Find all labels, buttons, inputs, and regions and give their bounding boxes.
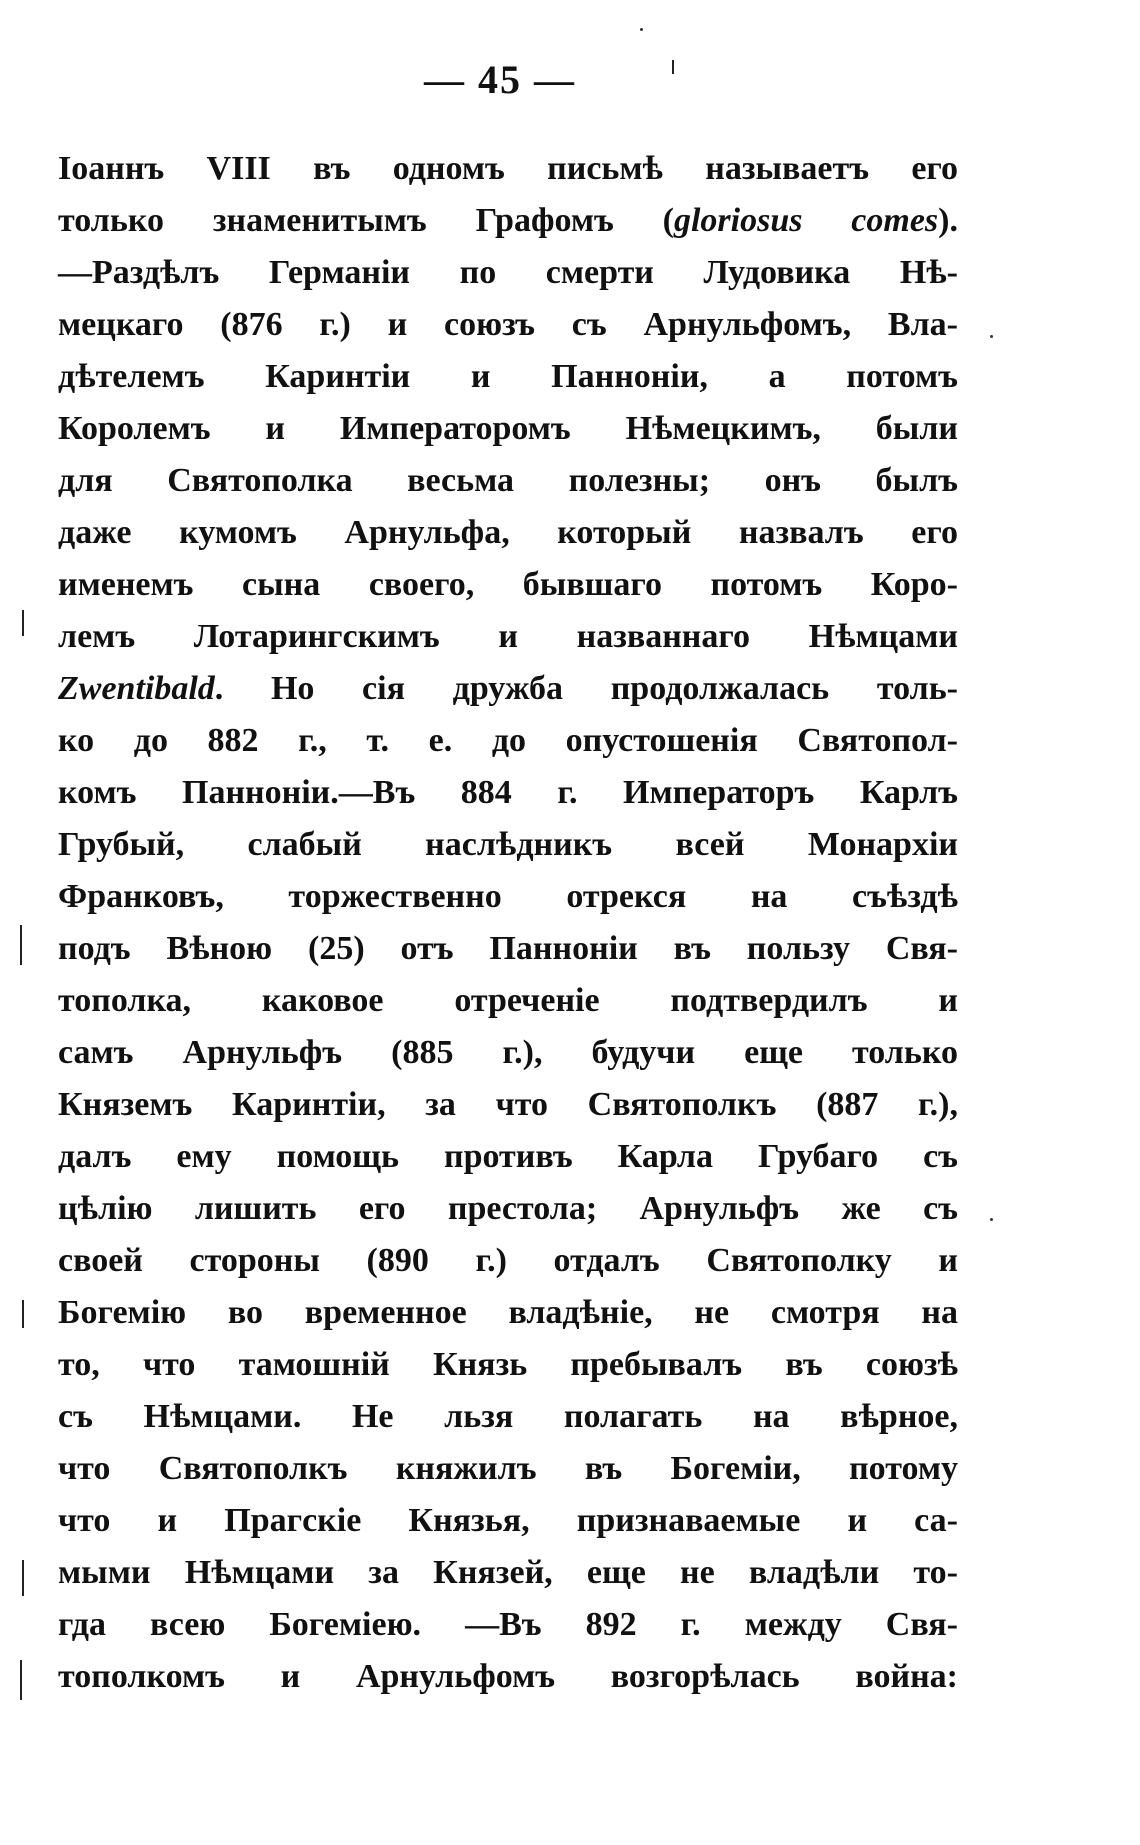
text-line: что Святополкъ княжилъ въ Богеміи, потому <box>58 1450 958 1487</box>
latin-term: Zwentibald <box>58 670 215 707</box>
text-line: Zwentibald. Но сія дружба продолжалась толь- <box>58 670 958 707</box>
text-line: Іоаннъ VIII въ одномъ письмѣ называетъ его <box>58 150 958 187</box>
text-line: только знаменитымъ Графомъ (gloriosus comes). <box>58 202 958 239</box>
text-line: Франковъ, торжественно отрекся на съѣздѣ <box>58 878 958 915</box>
latin-term: gloriosus comes <box>673 202 939 239</box>
text-line: именемъ сына своего, бывшаго потомъ Коро- <box>58 566 958 603</box>
text-line: дѣтелемъ Каринтіи и Панноніи, а потомъ <box>58 358 958 395</box>
text-line: мецкаго (876 г.) и союзъ съ Арнульфомъ, Вла- <box>58 306 958 343</box>
scan-mark <box>22 1300 24 1328</box>
scan-speck <box>990 335 993 338</box>
body-text <box>58 143 958 1703</box>
text-line: самъ Арнульфъ (885 г.), будучи еще только <box>58 1034 958 1071</box>
text-line: ко до 882 г., т. е. до опустошенія Святопол- <box>58 722 958 759</box>
text-line: —Раздѣлъ Германіи по смерти Лудовика Нѣ- <box>58 254 958 291</box>
text-line: подъ Вѣною (25) отъ Панноніи въ пользу Свя- <box>58 930 958 967</box>
text-line: для Святополка весьма полезны; онъ былъ <box>58 462 958 499</box>
text-line: Богемію во временное владѣніе, не смотря на <box>58 1294 958 1331</box>
text-line: тополка, каковое отреченіе подтвердилъ и <box>58 982 958 1019</box>
scan-mark <box>20 1660 22 1700</box>
scan-mark <box>20 925 22 965</box>
scan-mark <box>22 610 24 636</box>
text-line: комъ Панноніи.—Въ 884 г. Императоръ Карлъ <box>58 774 958 811</box>
text-line: Княземъ Каринтіи, за что Святополкъ (887 г.), <box>58 1086 958 1123</box>
scan-mark <box>672 60 674 74</box>
text-line: лемъ Лотарингскимъ и названнаго Нѣмцами <box>58 618 958 655</box>
text-line: далъ ему помощь противъ Карла Грубаго съ <box>58 1138 958 1175</box>
text-line: Королемъ и Императоромъ Нѣмецкимъ, были <box>58 410 958 447</box>
scan-mark <box>22 1560 24 1596</box>
text-line: своей стороны (890 г.) отдалъ Святополку и <box>58 1242 958 1279</box>
text-line: мыми Нѣмцами за Князей, еще не владѣли то- <box>58 1554 958 1591</box>
page-number: — 45 — <box>424 57 576 102</box>
text-line: даже кумомъ Арнульфа, который назвалъ его <box>58 514 958 551</box>
text-line: что и Прагскіе Князья, признаваемые и са- <box>58 1502 958 1539</box>
text-line: тополкомъ и Арнульфомъ возгорѣлась война: <box>58 1658 958 1695</box>
scan-speck <box>640 28 643 31</box>
text-line: Грубый, слабый наслѣдникъ всей Монархіи <box>58 826 958 863</box>
text-line: съ Нѣмцами. Не льзя полагать на вѣрное, <box>58 1398 958 1435</box>
scan-speck <box>990 1218 993 1221</box>
text-line: гда всею Богеміею. —Въ 892 г. между Свя- <box>58 1606 958 1643</box>
text-line: то, что тамошній Князь пребывалъ въ союзѣ <box>58 1346 958 1383</box>
text-line: цѣлію лишить его престола; Арнульфъ же съ <box>58 1190 958 1227</box>
